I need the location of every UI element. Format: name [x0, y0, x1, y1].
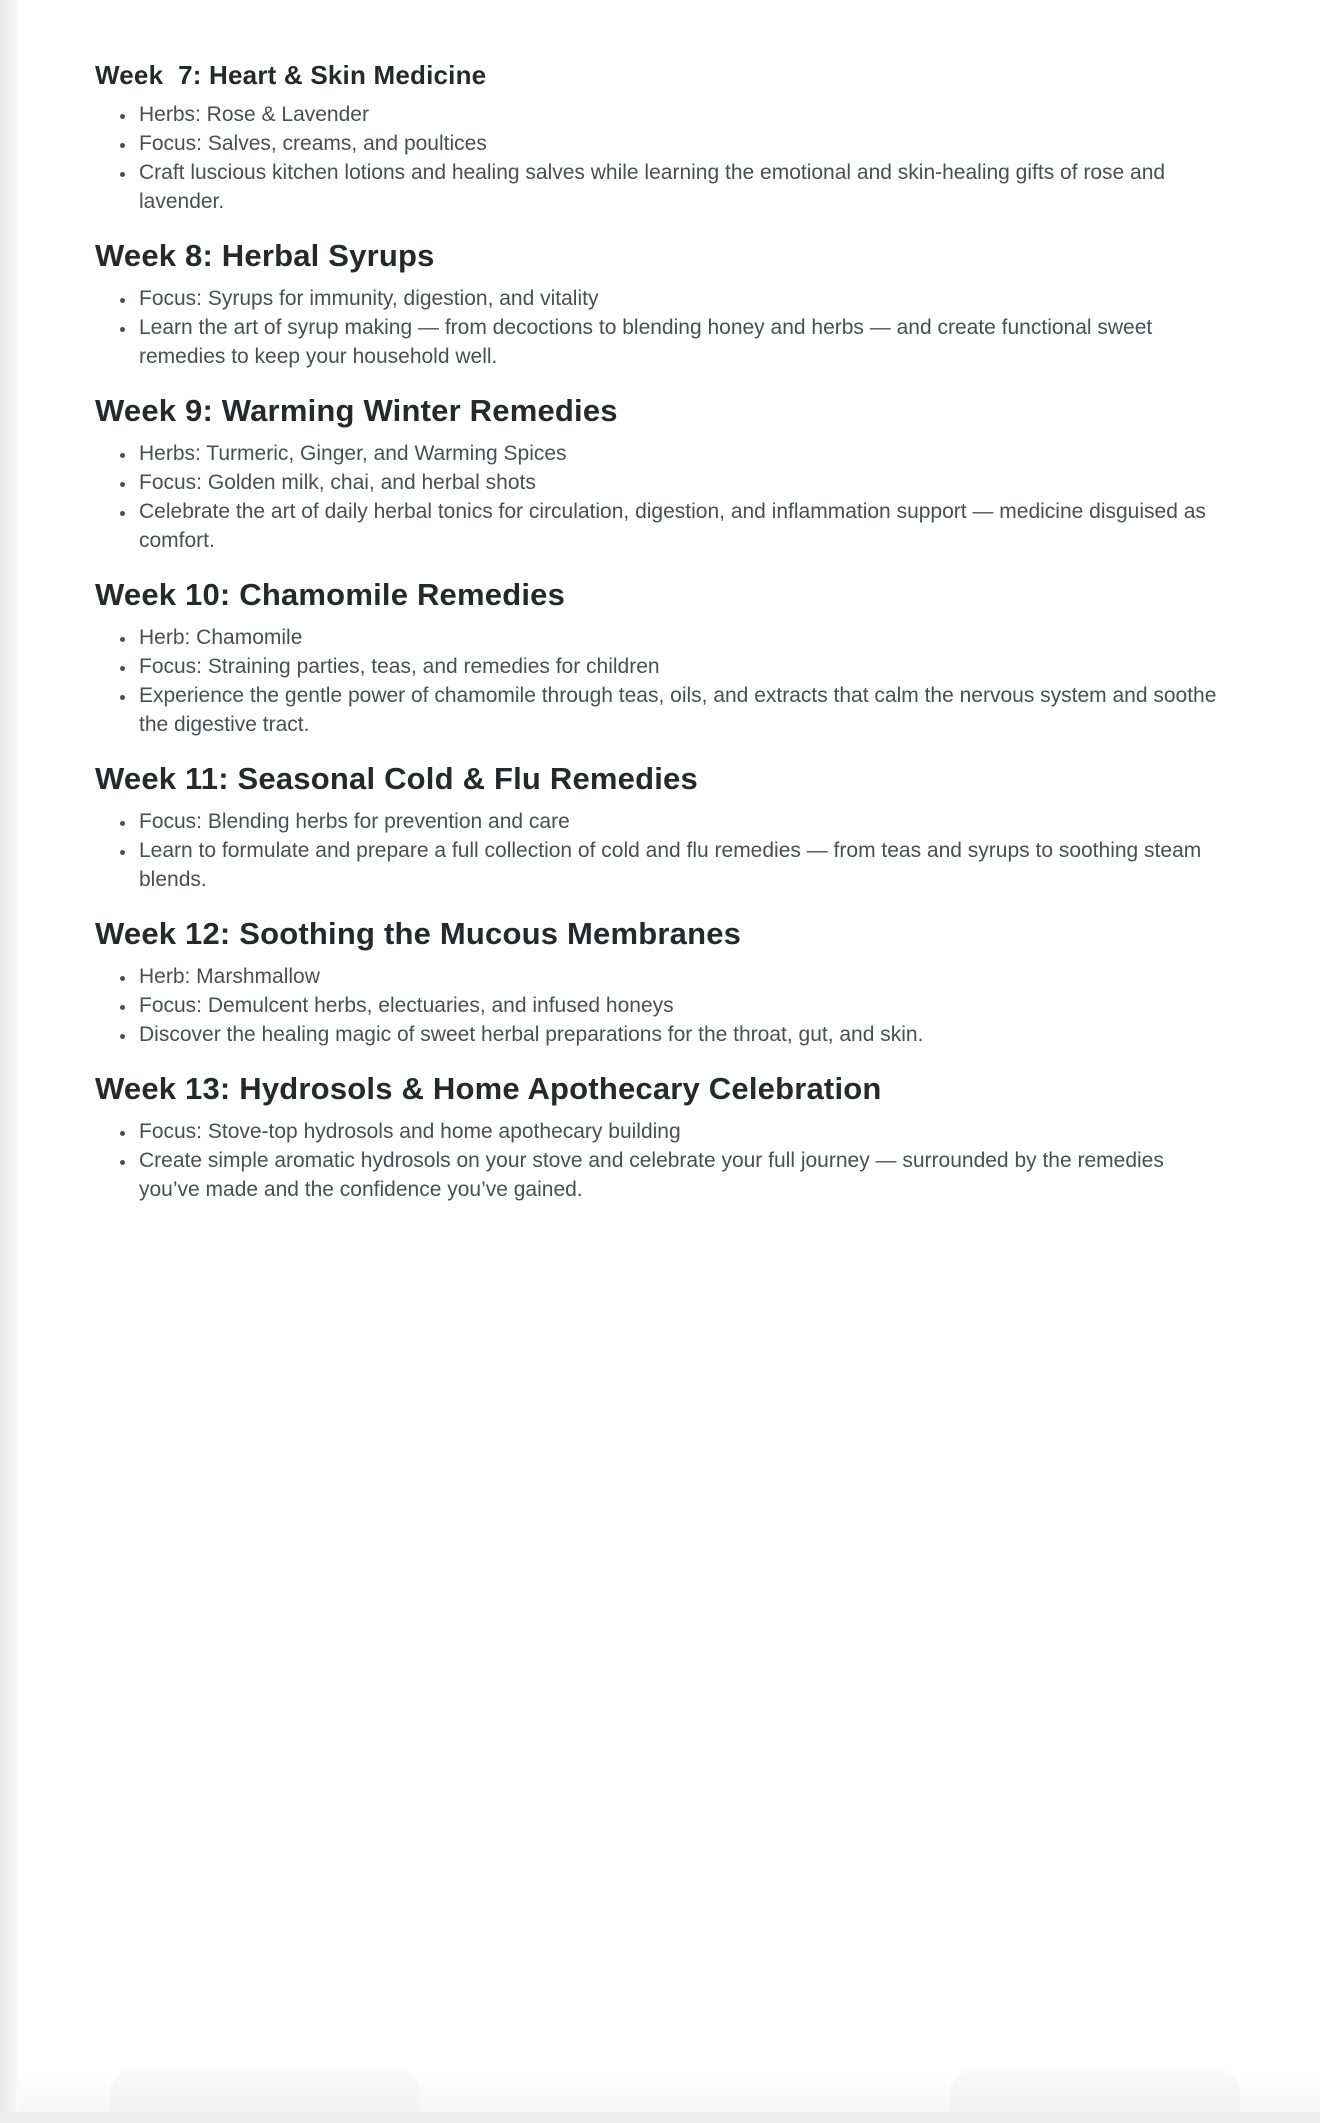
section-bullet-list — [95, 962, 1220, 1049]
section-heading: Week 7: Heart & Skin Medicine — [95, 60, 487, 90]
faint-card-shadow-right — [950, 2068, 1240, 2112]
bullet-item: • Focus: Salves, creams, and poultices — [137, 129, 1220, 158]
page-bottom-bar — [0, 2112, 1320, 2123]
bullet-item: • Celebrate the art of daily herbal tonics for circulation, digestion, and inflammation support — medicine disguised as comfort. — [137, 497, 1220, 555]
bullet-item: • Focus: Straining parties, teas, and remedies for children — [137, 652, 1220, 681]
bullet-item: • Herb: Marshmallow — [137, 962, 1220, 991]
week-section — [95, 759, 1220, 894]
week-section — [95, 1069, 1220, 1204]
section-heading: Week 13: Hydrosols & Home Apothecary Celebration — [95, 1071, 882, 1106]
section-heading: Week 10: Chamomile Remedies — [95, 577, 566, 612]
section-bullet-list — [95, 284, 1220, 371]
bullet-item: • Herbs: Rose & Lavender — [137, 100, 1220, 129]
bullet-item: • Craft luscious kitchen lotions and healing salves while learning the emotional and skin-healing gifts of rose and lavender. — [137, 158, 1220, 216]
section-bullet-list — [95, 1117, 1220, 1204]
bullet-item: • Experience the gentle power of chamomile through teas, oils, and extracts that calm the nervous system and soothe the digestive tract. — [137, 681, 1220, 739]
bullet-item: • Discover the healing magic of sweet herbal preparations for the throat, gut, and skin. — [137, 1020, 1220, 1049]
bullet-item: • Focus: Demulcent herbs, electuaries, and infused honeys — [137, 991, 1220, 1020]
section-bullet-list — [95, 439, 1220, 555]
section-bullet-list — [95, 807, 1220, 894]
week-section — [95, 391, 1220, 555]
week-section — [95, 236, 1220, 371]
bullet-item: • Focus: Golden milk, chai, and herbal shots — [137, 468, 1220, 497]
bullet-item: • Focus: Syrups for immunity, digestion, and vitality — [137, 284, 1220, 313]
section-bullet-list — [95, 100, 1220, 216]
section-bullet-list — [95, 623, 1220, 739]
section-heading: Week 11: Seasonal Cold & Flu Remedies — [95, 761, 698, 796]
bullet-item: • Herbs: Turmeric, Ginger, and Warming Spices — [137, 439, 1220, 468]
section-heading: Week 12: Soothing the Mucous Membranes — [95, 916, 742, 951]
bullet-item: • Learn to formulate and prepare a full collection of cold and flu remedies — from teas and syrups to soothing steam blends. — [137, 836, 1220, 894]
week-section — [95, 914, 1220, 1049]
week-section — [95, 575, 1220, 739]
bullet-item: • Herb: Chamomile — [137, 623, 1220, 652]
week-section — [95, 58, 1220, 216]
section-heading: Week 8: Herbal Syrups — [95, 238, 435, 273]
bullet-item: • Create simple aromatic hydrosols on your stove and celebrate your full journey — surrounded by the remedies you’ve made and the confidence you’ve gained. — [137, 1146, 1220, 1204]
faint-card-shadow-left — [110, 2068, 420, 2112]
bullet-item: • Focus: Blending herbs for prevention and care — [137, 807, 1220, 836]
bullet-item: • Learn the art of syrup making — from decoctions to blending honey and herbs — and create functional sweet remedies to keep your household well. — [137, 313, 1220, 371]
bullet-item: • Focus: Stove-top hydrosols and home apothecary building — [137, 1117, 1220, 1146]
section-heading: Week 9: Warming Winter Remedies — [95, 393, 618, 428]
